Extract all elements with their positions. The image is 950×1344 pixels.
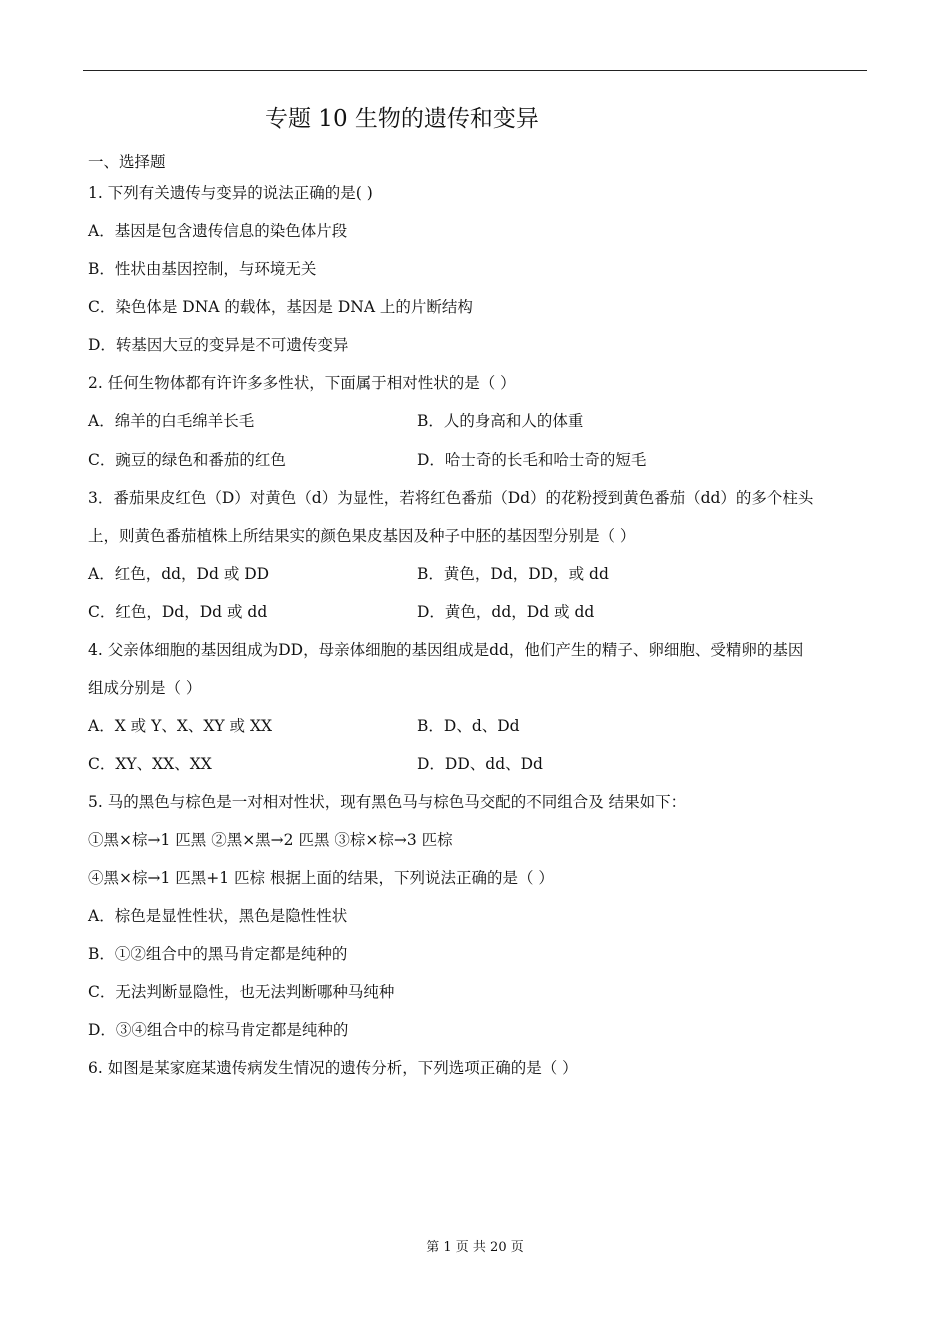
section-heading: 一、选择题 <box>88 153 166 171</box>
q3-option-b: B．黄色，Dd，DD，或 dd <box>417 565 609 583</box>
q1-option-b: B．性状由基因控制，与环境无关 <box>88 260 317 278</box>
q4-option-c: C．XY、XX、XX <box>88 755 212 773</box>
q5-option-c: C．无法判断显隐性，也无法判断哪种马纯种 <box>88 983 395 1001</box>
q1-stem: 1. 下列有关遗传与变异的说法正确的是( ) <box>88 184 373 202</box>
q3-option-a: A．红色，dd，Dd 或 DD <box>88 565 270 583</box>
q2-option-b: B．人的身高和人的体重 <box>417 412 584 430</box>
q4-option-d: D．DD、dd、Dd <box>417 755 543 773</box>
q2-stem: 2. 任何生物体都有许许多多性状，下面属于相对性状的是（ ） <box>88 374 516 392</box>
page-title: 专题 10 生物的遗传和变异 <box>265 106 539 132</box>
q4-stem-line1: 4. 父亲体细胞的基因组成为DD，母亲体细胞的基因组成是dd，他们产生的精子、卵细胞、受精卵的基因 <box>88 641 804 659</box>
q2-option-a: A．绵羊的白毛绵羊长毛 <box>88 412 255 430</box>
q6-stem: 6. 如图是某家庭某遗传病发生情况的遗传分析，下列选项正确的是（ ） <box>88 1059 578 1077</box>
q5-combos-2: ④黑×棕→1 匹黑+1 匹棕 根据上面的结果，下列说法正确的是（ ） <box>88 869 554 887</box>
q5-stem: 5. 马的黑色与棕色是一对相对性状，现有黑色马与棕色马交配的不同组合及 结果如下： <box>88 793 687 811</box>
q2-option-c: C．豌豆的绿色和番茄的红色 <box>88 451 286 469</box>
q3-stem-line2: 上，则黄色番茄植株上所结果实的颜色果皮基因及种子中胚的基因型分别是（ ） <box>88 527 636 545</box>
q5-combos-1: ①黑×棕→1 匹黑 ②黑×黑→2 匹黑 ③棕×棕→3 匹棕 <box>88 831 453 849</box>
q5-option-d: D．③④组合中的棕马肯定都是纯种的 <box>88 1021 349 1039</box>
q4-option-b: B．D、d、Dd <box>417 717 520 735</box>
q4-stem-line2: 组成分别是（ ） <box>88 679 202 697</box>
q1-option-a: A．基因是包含遗传信息的染色体片段 <box>88 222 348 240</box>
q3-option-d: D．黄色，dd，Dd 或 dd <box>417 603 595 621</box>
page-footer: 第 1 页 共 20 页 <box>426 1240 524 1255</box>
q5-option-b: B．①②组合中的黑马肯定都是纯种的 <box>88 945 348 963</box>
q2-option-d: D．哈士奇的长毛和哈士奇的短毛 <box>417 451 647 469</box>
header-rule <box>83 70 867 71</box>
q3-option-c: C．红色，Dd，Dd 或 dd <box>88 603 268 621</box>
q4-option-a: A．X 或 Y、X、XY 或 XX <box>88 717 273 735</box>
q1-option-d: D．转基因大豆的变异是不可遗传变异 <box>88 336 349 354</box>
q1-option-c: C．染色体是 DNA 的载体，基因是 DNA 上的片断结构 <box>88 298 473 316</box>
q5-option-a: A．棕色是显性性状，黑色是隐性性状 <box>88 907 348 925</box>
q3-stem-line1: 3．番茄果皮红色（D）对黄色（d）为显性，若将红色番茄（Dd）的花粉授到黄色番茄（dd）的多个柱头 <box>88 489 814 507</box>
